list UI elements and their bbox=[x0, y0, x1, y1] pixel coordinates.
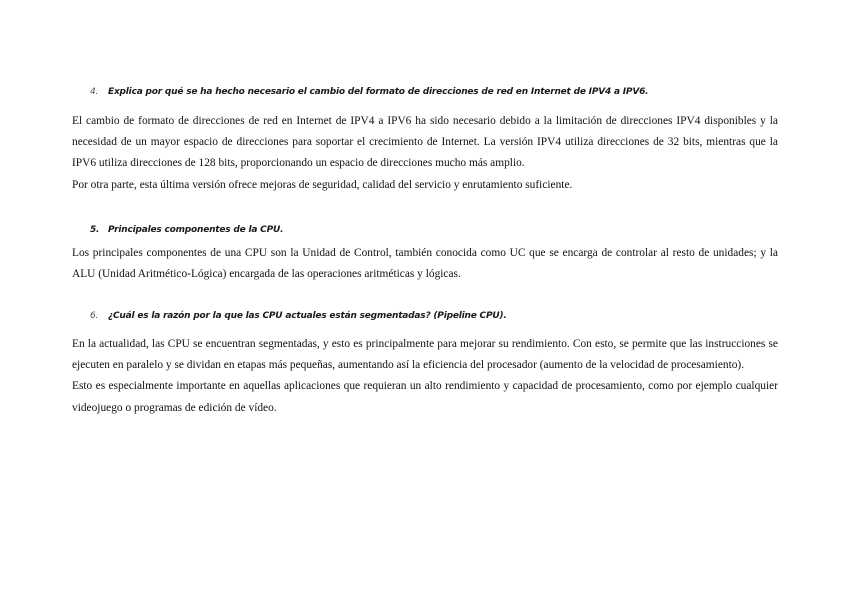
answer-6-body bbox=[72, 334, 778, 419]
answer-6-paragraph-2: Esto es especialmente importante en aquellas aplicaciones que requieran un alto rendimiento y capacidad de procesamiento, como por ejemplo cualquier videojuego o programas de edición de vídeo. bbox=[72, 380, 778, 414]
question-4-heading bbox=[90, 87, 648, 97]
question-4-number: 4. bbox=[90, 87, 99, 97]
answer-4-paragraph-2: Por otra parte, esta última versión ofrece mejoras de seguridad, calidad del servicio y enrutamiento suficiente. bbox=[72, 178, 573, 191]
question-5-number: 5. bbox=[90, 225, 100, 235]
question-5-heading bbox=[90, 225, 283, 235]
question-4-title: Explica por qué se ha hecho necesario el cambio del formato de direcciones de red en Internet de IPV4 a IPV6. bbox=[108, 87, 649, 97]
answer-4-paragraph-1: El cambio de formato de direcciones de red en Internet de IPV4 a IPV6 ha sido necesario debido a la limitación de direcciones IPV4 disponibles y la necesidad de un mayor espacio de direcciones para soportar el crecimiento de Internet. La versión IPV4 utiliza direcciones de 32 bits, mientras que la IPV6 utiliza direcciones de 128 bits, proporcionando un espacio de direcciones mucho más amplio. bbox=[72, 115, 778, 170]
answer-5-paragraph-1: Los principales componentes de una CPU son la Unidad de Control, también conocida como UC que se encarga de controlar al resto de unidades; y la ALU (Unidad Aritmético-Lógica) encargada de las operaciones aritméticas y lógicas. bbox=[72, 247, 778, 281]
question-6-number: 6. bbox=[90, 311, 99, 321]
answer-4-body bbox=[72, 111, 778, 196]
question-6-title: ¿Cuál es la razón por la que las CPU actuales están segmentadas? (Pipeline CPU). bbox=[108, 311, 507, 321]
answer-6-paragraph-1: En la actualidad, las CPU se encuentran segmentadas, y esto es principalmente para mejorar su rendimiento. Con esto, se permite que las instrucciones se ejecuten en paralelo y se dividan en etapas más pequeñas, aumentando así la eficiencia del procesador (aumento de la velocidad de procesamiento). bbox=[72, 338, 778, 372]
answer-5-body bbox=[72, 243, 778, 285]
question-5-title: Principales componentes de la CPU. bbox=[108, 225, 284, 235]
question-6-heading bbox=[90, 311, 507, 321]
